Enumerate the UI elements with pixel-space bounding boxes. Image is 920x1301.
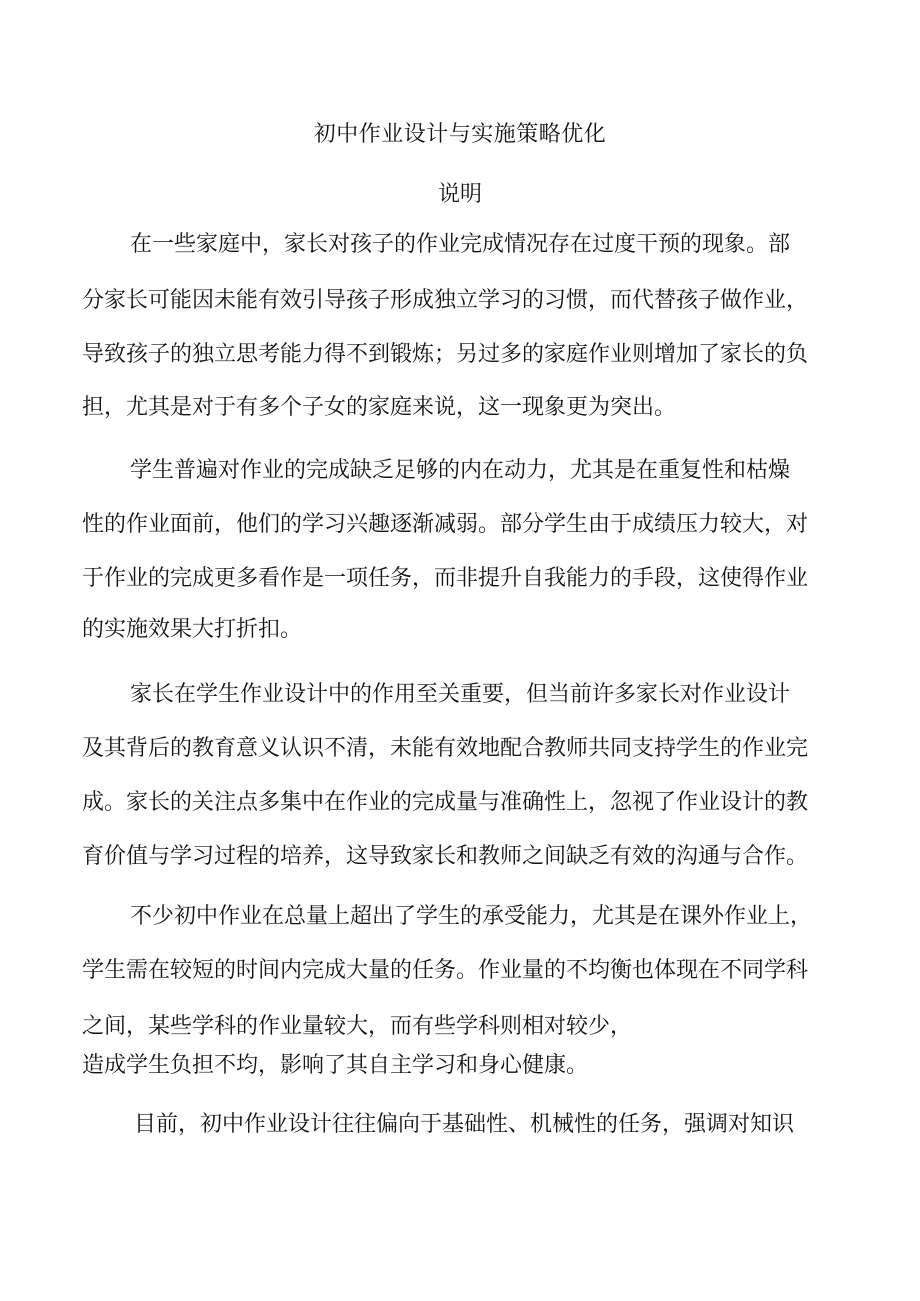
paragraph-2-line-3: 于作业的完成更多看作是一项任务，而非提升自我能力的手段，这使得作业: [82, 566, 809, 591]
document-subtitle: 说明: [437, 182, 482, 207]
paragraph-4-line-2: 学生需在较短的时间内完成大量的任务。作业量的不均衡也体现在不同学科: [82, 958, 809, 983]
paragraph-3-line-4: 育价值与学习过程的培养，这导致家长和教师之间缺乏有效的沟通与合作。: [82, 844, 809, 869]
paragraph-5-line-1: 目前，初中作业设计往往偏向于基础性、机械性的任务，强调对知识: [134, 1112, 795, 1137]
paragraph-1-line-2: 分家长可能因未能有效引导孩子形成独立学习的习惯，而代替孩子做作业，: [82, 288, 809, 313]
paragraph-4-line-1: 不少初中作业在总量上超出了学生的承受能力，尤其是在课外作业上，: [130, 904, 813, 929]
paragraph-3-line-1: 家长在学生作业设计中的作用至关重要，但当前许多家长对作业设计: [130, 682, 791, 707]
paragraph-1-line-1: 在一些家庭中，家长对孩子的作业完成情况存在过度干预的现象。部: [130, 232, 791, 257]
paragraph-4-line-4: 造成学生负担不均，影响了其自主学习和身心健康。: [82, 1053, 589, 1078]
paragraph-2-line-1: 学生普遍对作业的完成缺乏足够的内在动力，尤其是在重复性和枯燥: [130, 458, 791, 483]
paragraph-4-line-3: 之间，某些学科的作业量较大，而有些学科则相对较少，: [82, 1014, 633, 1039]
document-title: 初中作业设计与实施策略优化: [313, 122, 607, 147]
paragraph-2-line-4: 的实施效果大打折扣。: [82, 617, 303, 642]
paragraph-1-line-3: 导致孩子的独立思考能力得不到锻炼；另过多的家庭作业则增加了家长的负: [82, 342, 809, 367]
paragraph-1-line-4: 担，尤其是对于有多个子女的家庭来说，这一现象更为突出。: [82, 395, 677, 420]
paragraph-3-line-3: 成。家长的关注点多集中在作业的完成量与准确性上，忽视了作业设计的教: [82, 790, 809, 815]
paragraph-2-line-2: 性的作业面前，他们的学习兴趣逐渐减弱。部分学生由于成绩压力较大，对: [82, 512, 809, 537]
paragraph-3-line-2: 及其背后的教育意义认识不清，未能有效地配合教师共同支持学生的作业完: [82, 736, 809, 761]
